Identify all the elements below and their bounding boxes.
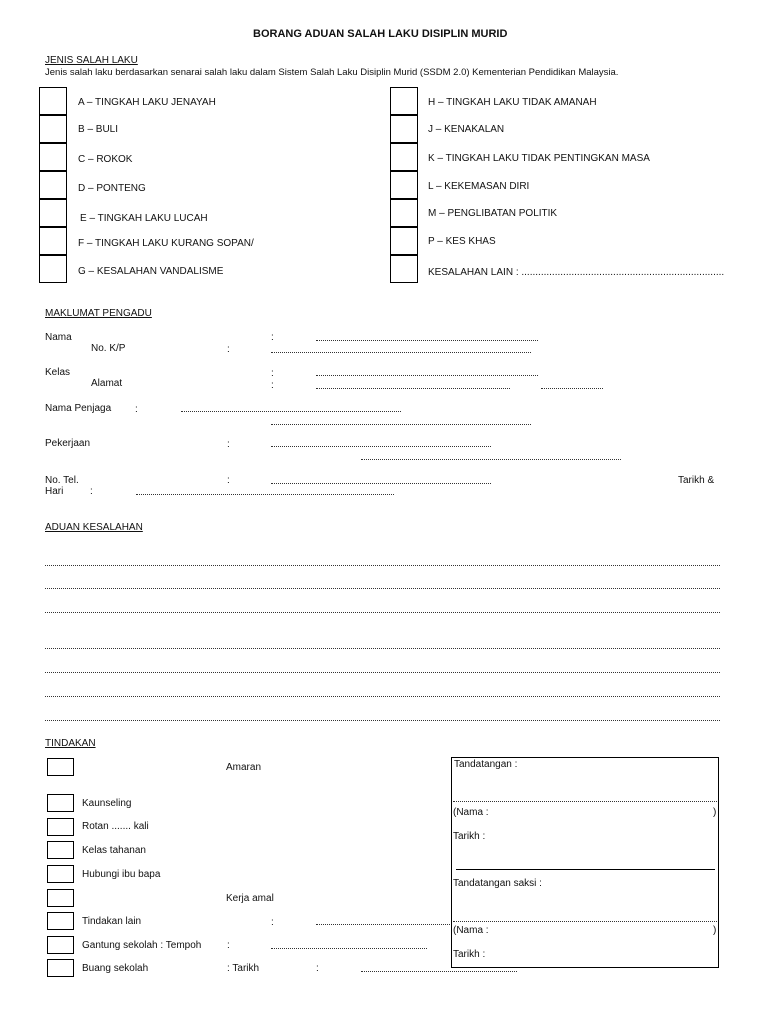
label-nama-penjaga: Nama Penjaga xyxy=(45,403,112,414)
label-amaran: Amaran xyxy=(226,762,262,773)
checkbox-h[interactable] xyxy=(390,87,418,115)
signature-box xyxy=(451,757,719,968)
checkbox-tindakan-lain[interactable] xyxy=(47,912,74,930)
field-tandatangan[interactable] xyxy=(453,801,717,802)
jenis-item-h: H – TINGKAH LAKU TIDAK AMANAH xyxy=(428,97,597,108)
aduan-line[interactable] xyxy=(45,565,720,566)
label-tarikh-hari-1: Tarikh & xyxy=(678,475,715,486)
checkbox-amaran[interactable] xyxy=(47,758,74,776)
jenis-item-j: J – KENAKALAN xyxy=(428,124,505,135)
field-nokp[interactable] xyxy=(271,352,531,353)
label-nama-sign: (Nama : xyxy=(453,807,489,818)
colon: : xyxy=(316,963,319,974)
section-heading-tindakan: TINDAKAN xyxy=(45,738,96,749)
colon: : xyxy=(271,380,274,391)
jenis-description: Jenis salah laku berdasarkan senarai salah laku dalam Sistem Salah Laku Disiplin Murid (SSDM 2.0) Kementerian Pendidikan Malaysia. xyxy=(45,67,619,78)
label-tandatangan-saksi: Tandatangan saksi : xyxy=(453,878,542,889)
nama-close: ) xyxy=(713,807,717,818)
field-tarikh-hari[interactable] xyxy=(136,494,394,495)
field-tarikh-buang[interactable] xyxy=(361,971,517,972)
field-alamat-2[interactable] xyxy=(541,388,603,389)
label-kelas: Kelas xyxy=(45,367,71,378)
checkbox-kaunseling[interactable] xyxy=(47,794,74,812)
label-nama-saksi: (Nama : xyxy=(453,925,489,936)
form-title: BORANG ADUAN SALAH LAKU DISIPLIN MURID xyxy=(253,28,508,40)
label-tarikh-hari-2: Hari xyxy=(45,486,64,497)
field-nama-penjaga-2[interactable] xyxy=(271,424,531,425)
jenis-item-m: M – PENGLIBATAN POLITIK xyxy=(428,208,558,219)
checkbox-e[interactable] xyxy=(39,199,67,227)
jenis-item-c: C – ROKOK xyxy=(78,154,133,165)
checkbox-rotan[interactable] xyxy=(47,818,74,836)
colon: : xyxy=(135,404,138,415)
label-hubungi: Hubungi ibu bapa xyxy=(82,869,161,880)
section-heading-jenis: JENIS SALAH LAKU xyxy=(45,55,138,66)
jenis-item-g: G – KESALAHAN VANDALISME xyxy=(78,266,224,277)
jenis-item-l: L – KEKEMASAN DIRI xyxy=(428,181,530,192)
aduan-line[interactable] xyxy=(45,588,720,589)
checkbox-j[interactable] xyxy=(390,115,418,143)
checkbox-d[interactable] xyxy=(39,171,67,199)
jenis-item-a: A – TINGKAH LAKU JENAYAH xyxy=(78,97,216,108)
checkbox-p[interactable] xyxy=(390,227,418,255)
colon: : xyxy=(271,917,274,928)
field-notel[interactable] xyxy=(271,483,491,484)
label-kelas-tahanan: Kelas tahanan xyxy=(82,845,146,856)
label-nokp: No. K/P xyxy=(91,343,126,354)
colon: : xyxy=(227,439,230,450)
checkbox-gantung[interactable] xyxy=(47,936,74,954)
label-tindakan-lain: Tindakan lain xyxy=(82,916,142,927)
checkbox-g[interactable] xyxy=(39,255,67,283)
label-kerja-amal: Kerja amal xyxy=(226,893,274,904)
checkbox-lain[interactable] xyxy=(390,255,418,283)
label-gantung: Gantung sekolah : Tempoh xyxy=(82,940,202,951)
label-pekerjaan: Pekerjaan xyxy=(45,438,91,449)
label-nama: Nama xyxy=(45,332,72,343)
jenis-item-f: F – TINGKAH LAKU KURANG SOPAN/ xyxy=(78,238,254,249)
checkbox-c[interactable] xyxy=(39,143,67,171)
signature-divider xyxy=(456,869,715,870)
field-nama-penjaga[interactable] xyxy=(181,411,401,412)
field-pekerjaan[interactable] xyxy=(271,446,491,447)
field-pekerjaan-2[interactable] xyxy=(361,459,621,460)
label-tandatangan: Tandatangan : xyxy=(454,759,518,770)
checkbox-hubungi[interactable] xyxy=(47,865,74,883)
field-tindakan-lain[interactable] xyxy=(316,924,452,925)
checkbox-f[interactable] xyxy=(39,227,67,255)
label-tarikh-buang: : Tarikh xyxy=(227,963,260,974)
checkbox-buang[interactable] xyxy=(47,959,74,977)
aduan-line[interactable] xyxy=(45,720,720,721)
jenis-item-lain: KESALAHAN LAIN : ......................................................................... xyxy=(428,267,725,278)
label-buang: Buang sekolah xyxy=(82,963,149,974)
jenis-item-d: D – PONTENG xyxy=(78,183,146,194)
checkbox-kerja-amal[interactable] xyxy=(47,889,74,907)
field-nama[interactable] xyxy=(316,340,538,341)
jenis-item-k: K – TINGKAH LAKU TIDAK PENTINGKAN MASA xyxy=(428,153,650,164)
colon: : xyxy=(271,368,274,379)
aduan-line[interactable] xyxy=(45,672,720,673)
colon: : xyxy=(227,344,230,355)
section-heading-aduan: ADUAN KESALAHAN xyxy=(45,522,143,533)
checkbox-b[interactable] xyxy=(39,115,67,143)
jenis-item-e: E – TINGKAH LAKU LUCAH xyxy=(80,213,208,224)
checkbox-kelas-tahanan[interactable] xyxy=(47,841,74,859)
checkbox-m[interactable] xyxy=(390,199,418,227)
aduan-line[interactable] xyxy=(45,648,720,649)
field-tandatangan-saksi[interactable] xyxy=(453,921,717,922)
checkbox-l[interactable] xyxy=(390,171,418,199)
colon: : xyxy=(271,332,274,343)
aduan-line[interactable] xyxy=(45,696,720,697)
field-tempoh[interactable] xyxy=(271,948,427,949)
field-alamat-1[interactable] xyxy=(316,388,510,389)
section-heading-pengadu: MAKLUMAT PENGADU xyxy=(45,308,152,319)
label-rotan: Rotan ....... kali xyxy=(82,821,149,832)
aduan-line[interactable] xyxy=(45,612,720,613)
label-tarikh-sign: Tarikh : xyxy=(453,831,486,842)
nama-saksi-close: ) xyxy=(713,925,717,936)
label-tarikh-saksi: Tarikh : xyxy=(453,949,486,960)
colon: : xyxy=(90,486,93,497)
label-kaunseling: Kaunseling xyxy=(82,798,132,809)
colon: : xyxy=(227,475,230,486)
checkbox-k[interactable] xyxy=(390,143,418,171)
label-alamat: Alamat xyxy=(91,378,123,389)
checkbox-a[interactable] xyxy=(39,87,67,115)
jenis-item-p: P – KES KHAS xyxy=(428,236,496,247)
jenis-item-b: B – BULI xyxy=(78,124,119,135)
field-kelas[interactable] xyxy=(316,375,538,376)
colon: : xyxy=(227,940,230,951)
label-notel: No. Tel. xyxy=(45,475,79,486)
